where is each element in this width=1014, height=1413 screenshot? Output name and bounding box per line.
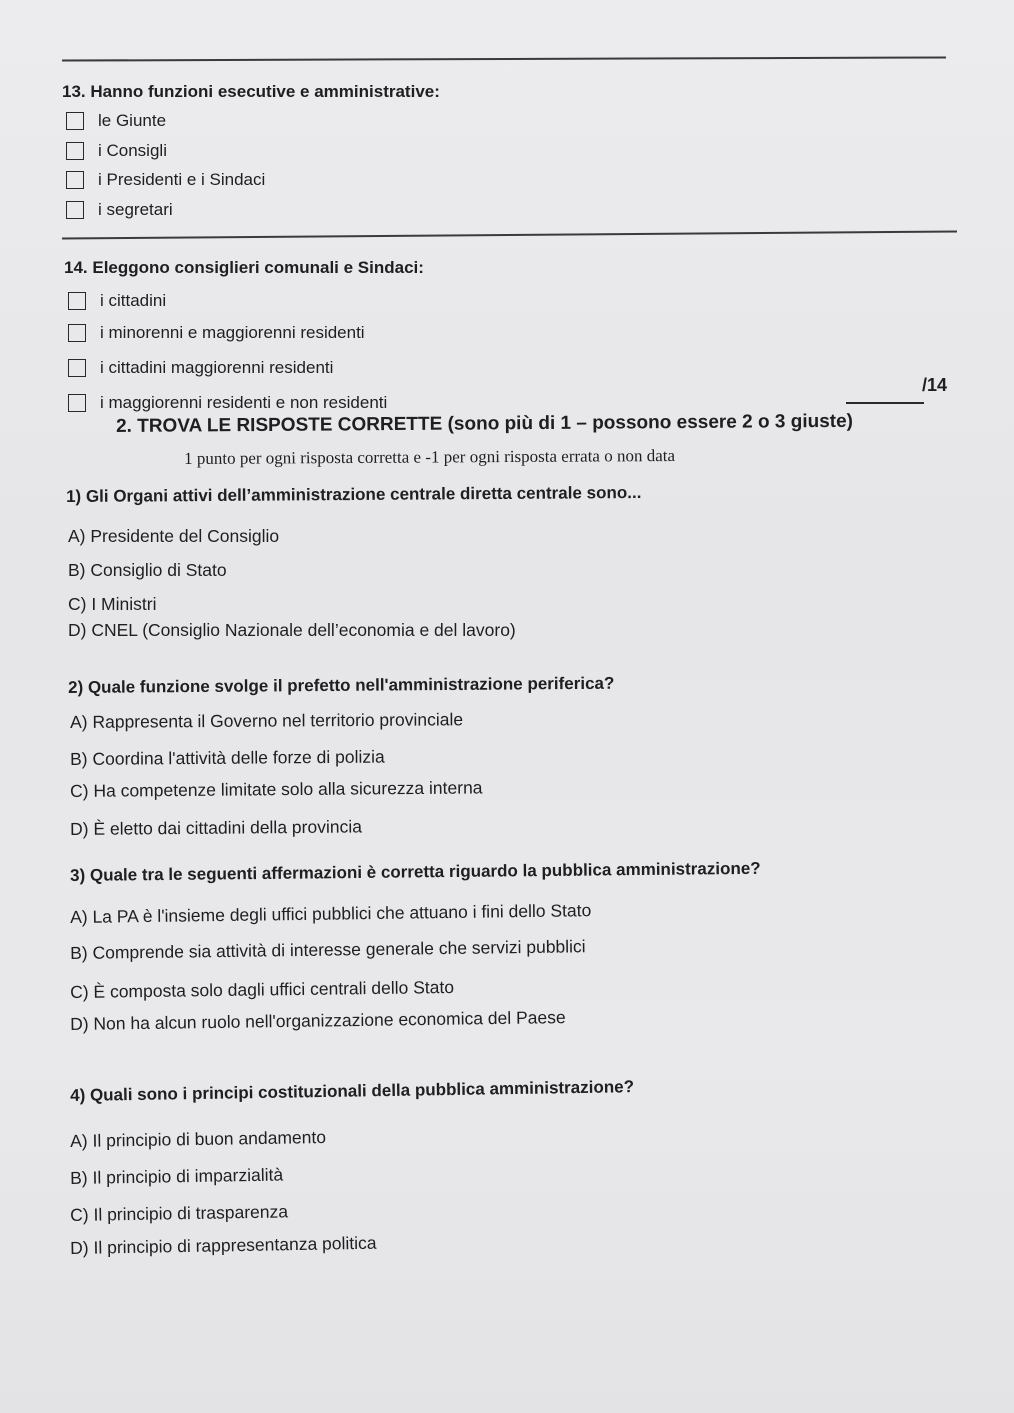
answer-option[interactable]: C) È composta solo dagli uffici centrali dello Stato — [70, 976, 455, 1002]
answer-option[interactable]: B) Consiglio di Stato — [68, 560, 227, 580]
option-label: i cittadini maggiorenni residenti — [100, 358, 334, 377]
option-label: i Consigli — [98, 141, 167, 160]
answer-option[interactable]: C) Il principio di trasparenza — [70, 1201, 289, 1225]
section-title: 2. TROVA LE RISPOSTE CORRETTE (sono più di 1 – possono essere 2 o 3 giuste) — [116, 410, 854, 437]
q14-option[interactable] — [68, 291, 166, 311]
answer-option[interactable]: D) È eletto dai cittadini della provincia — [70, 816, 362, 839]
answer-option[interactable]: A) Il principio di buon andamento — [70, 1126, 327, 1151]
answer-option[interactable]: D) Non ha alcun ruolo nell'organizzazione economica del Paese — [70, 1007, 566, 1034]
checkbox[interactable] — [68, 324, 86, 342]
answer-option[interactable]: A) Rappresenta il Governo nel territorio provinciale — [70, 709, 464, 732]
q14-option[interactable] — [68, 323, 365, 343]
q13-option[interactable] — [66, 141, 167, 161]
checkbox[interactable] — [68, 292, 86, 310]
answer-option[interactable]: B) Il principio di imparzialità — [70, 1164, 284, 1188]
q14-title: 14. Eleggono consiglieri comunali e Sindaci: — [64, 258, 424, 277]
checkbox[interactable] — [68, 394, 86, 412]
q13-title: 13. Hanno funzioni esecutive e amministrative: — [62, 82, 440, 101]
q13-option[interactable] — [66, 200, 173, 220]
middle-divider — [62, 230, 957, 239]
q13-option[interactable] — [66, 170, 265, 190]
question-title: 1) Gli Organi attivi dell’amministrazione centrale diretta centrale sono... — [66, 482, 642, 506]
answer-option[interactable]: D) CNEL (Consiglio Nazionale dell’economia e del lavoro) — [68, 620, 516, 640]
answer-option[interactable]: B) Coordina l'attività delle forze di polizia — [70, 746, 385, 769]
question-title: 2) Quale funzione svolge il prefetto nell'amministrazione periferica? — [68, 673, 615, 697]
q14-option[interactable] — [68, 393, 387, 413]
checkbox[interactable] — [68, 359, 86, 377]
answer-option[interactable]: A) Presidente del Consiglio — [68, 526, 280, 546]
answer-option[interactable]: A) La PA è l'insieme degli uffici pubblici che attuano i fini dello Stato — [70, 900, 592, 927]
answer-option[interactable]: C) Ha competenze limitate solo alla sicurezza interna — [70, 777, 483, 801]
score-total: /14 — [922, 375, 948, 395]
option-label: i minorenni e maggiorenni residenti — [100, 323, 365, 342]
checkbox[interactable] — [66, 171, 84, 189]
question-title: 3) Quale tra le seguenti affermazioni è corretta riguardo la pubblica amministrazione? — [70, 858, 761, 885]
section-subtitle: 1 punto per ogni risposta corretta e -1 per ogni risposta errata o non data — [184, 446, 676, 468]
checkbox[interactable] — [66, 201, 84, 219]
checkbox[interactable] — [66, 112, 84, 130]
checkbox[interactable] — [66, 142, 84, 160]
score-blank — [846, 402, 924, 404]
q13-option[interactable] — [66, 111, 166, 131]
answer-option[interactable]: C) I Ministri — [68, 594, 157, 614]
option-label: i maggiorenni residenti e non residenti — [100, 393, 388, 412]
answer-option[interactable]: B) Comprende sia attività di interesse generale che servizi pubblici — [70, 936, 586, 963]
answer-option[interactable]: D) Il principio di rappresentanza politica — [70, 1232, 377, 1258]
question-title: 4) Quali sono i principi costituzionali della pubblica amministrazione? — [70, 1077, 635, 1105]
q14-option[interactable] — [68, 358, 333, 378]
option-label: i segretari — [98, 200, 173, 219]
option-label: le Giunte — [98, 111, 167, 130]
top-divider — [62, 56, 946, 61]
option-label: i cittadini — [100, 291, 167, 310]
option-label: i Presidenti e i Sindaci — [98, 170, 266, 189]
